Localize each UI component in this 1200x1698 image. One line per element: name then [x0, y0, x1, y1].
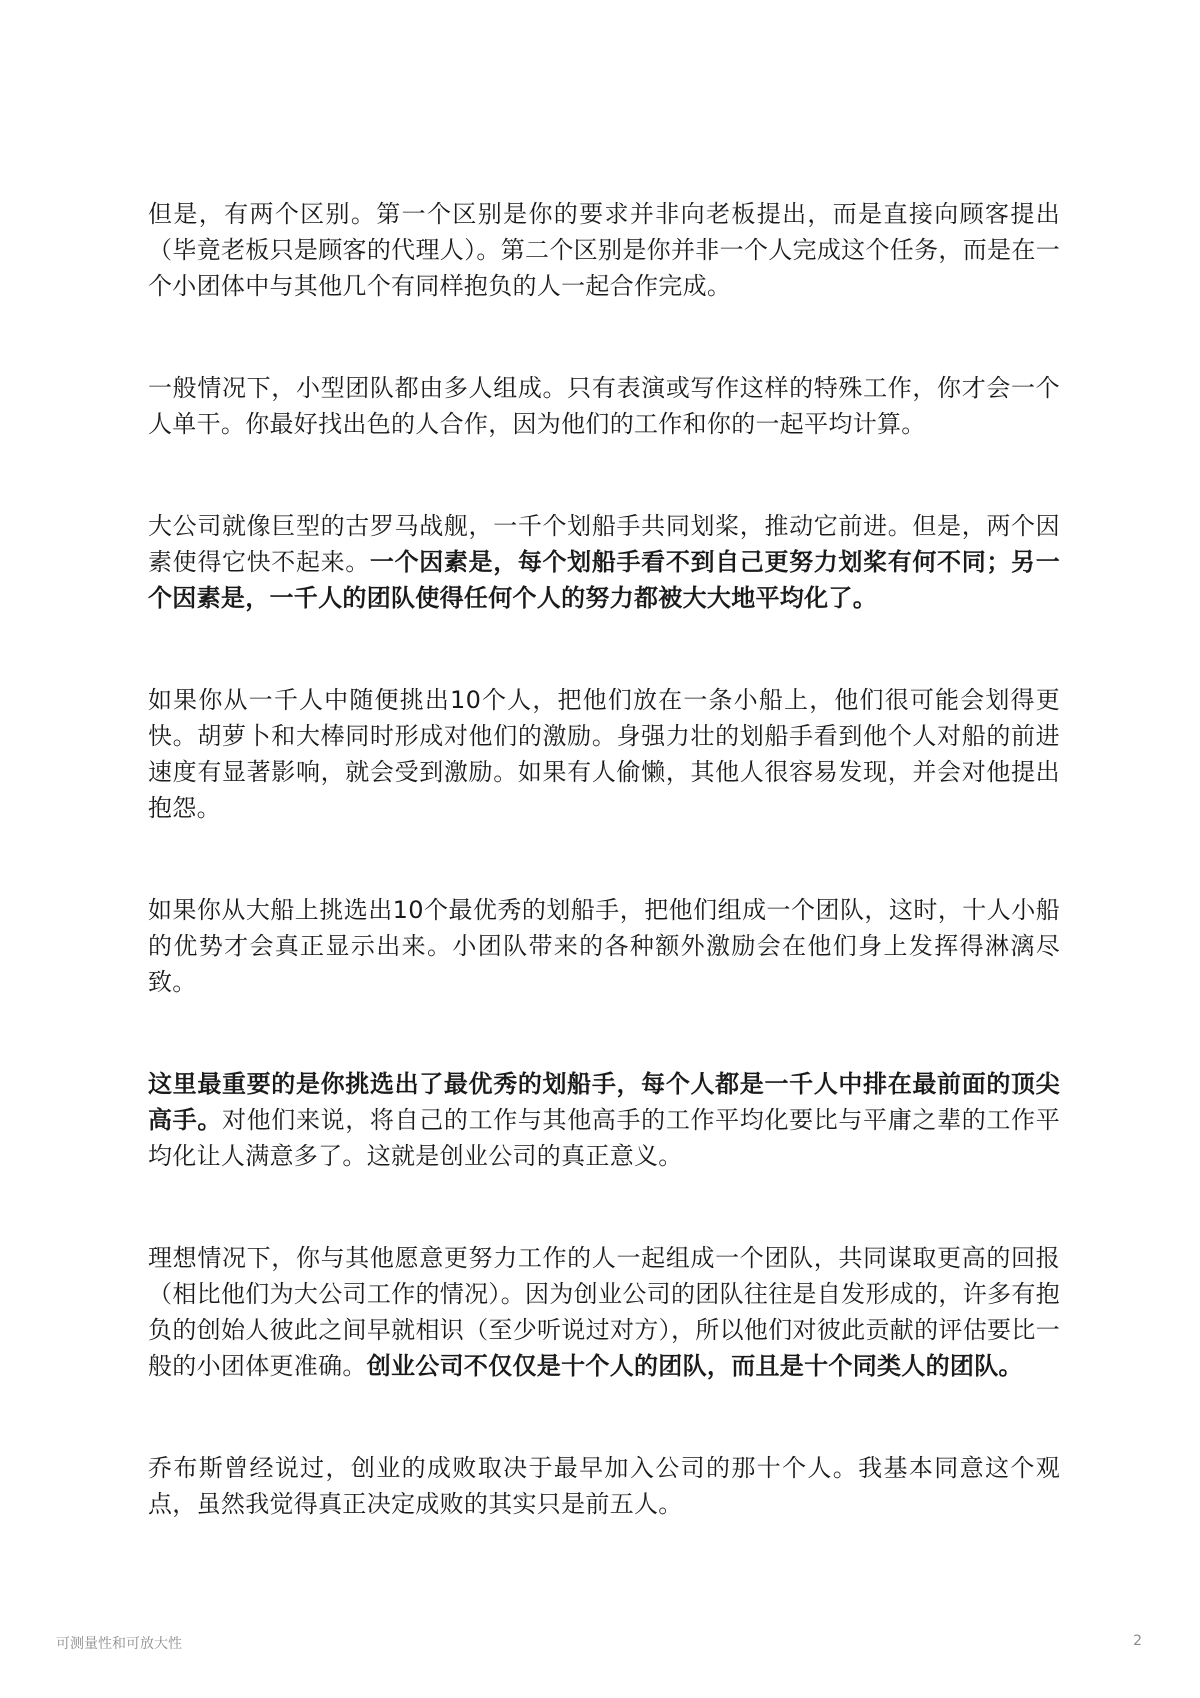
document-body: [148, 196, 1060, 1588]
footer-chapter-title: 可测量性和可放大性: [56, 1636, 182, 1652]
paragraph-text: 一般情况下，小型团队都由多人组成。只有表演或写作这样的特殊工作，你才会一个人单干。你最好找出色的人合作，因为他们的工作和你的一起平均计算。: [148, 374, 1060, 438]
paragraph-text: 但是，有两个区别。第一个区别是你的要求并非向老板提出，而是直接向顾客提出（毕竟老板只是顾客的代理人）。第二个区别是你并非一个人完成这个任务，而是在一个小团体中与其他几个有同样抱负的人一起合作完成。: [148, 200, 1060, 300]
paragraph-text: 乔布斯曾经说过，创业的成败取决于最早加入公司的那十个人。我基本同意这个观点，虽然我觉得真正决定成败的其实只是前五人。: [148, 1454, 1060, 1518]
footer-page-number: 2: [1133, 1633, 1142, 1649]
paragraph-emphasis: 一个因素是，每个划船手看不到自己更努力划桨有何不同；另一个因素是，一千人的团队使得任何个人的努力都被大大地平均化了。: [148, 548, 1060, 612]
paragraph-text: 如果你从一千人中随便挑出10个人，把他们放在一条小船上，他们很可能会划得更快。胡萝卜和大棒同时形成对他们的激励。身强力壮的划船手看到他个人对船的前进速度有显著影响，就会受到激励。如果有人偷懒，其他人很容易发现，并会对他提出抱怨。: [148, 686, 1060, 822]
paragraph-5: [148, 892, 1060, 1000]
paragraph-1: [148, 196, 1060, 304]
paragraph-emphasis: 这里最重要的是你挑选出了最优秀的划船手，每个人都是一千人中排在最前面的顶尖高手。: [148, 1070, 1060, 1134]
paragraph-emphasis: 创业公司不仅仅是十个人的团队，而且是十个同类人的团队。: [366, 1352, 1023, 1380]
paragraph-text: 大公司就像巨型的古罗马战舰，一千个划船手共同划桨，推动它前进。但是，两个因素使得它快不起来。: [148, 512, 1060, 576]
paragraph-text: 理想情况下，你与其他愿意更努力工作的人一起组成一个团队，共同谋取更高的回报（相比他们为大公司工作的情况）。因为创业公司的团队往往是自发形成的，许多有抱负的创始人彼此之间早就相识（至少听说过对方），所以他们对彼此贡献的评估要比一般的小团体更准确。: [148, 1244, 1060, 1380]
paragraph-6: [148, 1066, 1060, 1174]
paragraph-4: [148, 682, 1060, 826]
paragraph-7: [148, 1240, 1060, 1384]
paragraph-text: 如果你从大船上挑选出10个最优秀的划船手，把他们组成一个团队，这时，十人小船的优势才会真正显示出来。小团队带来的各种额外激励会在他们身上发挥得淋漓尽致。: [148, 896, 1060, 996]
paragraph-8: [148, 1450, 1060, 1522]
paragraph-2: [148, 370, 1060, 442]
paragraph-text: 对他们来说，将自己的工作与其他高手的工作平均化要比与平庸之辈的工作平均化让人满意多了。这就是创业公司的真正意义。: [148, 1106, 1060, 1170]
paragraph-3: [148, 508, 1060, 616]
